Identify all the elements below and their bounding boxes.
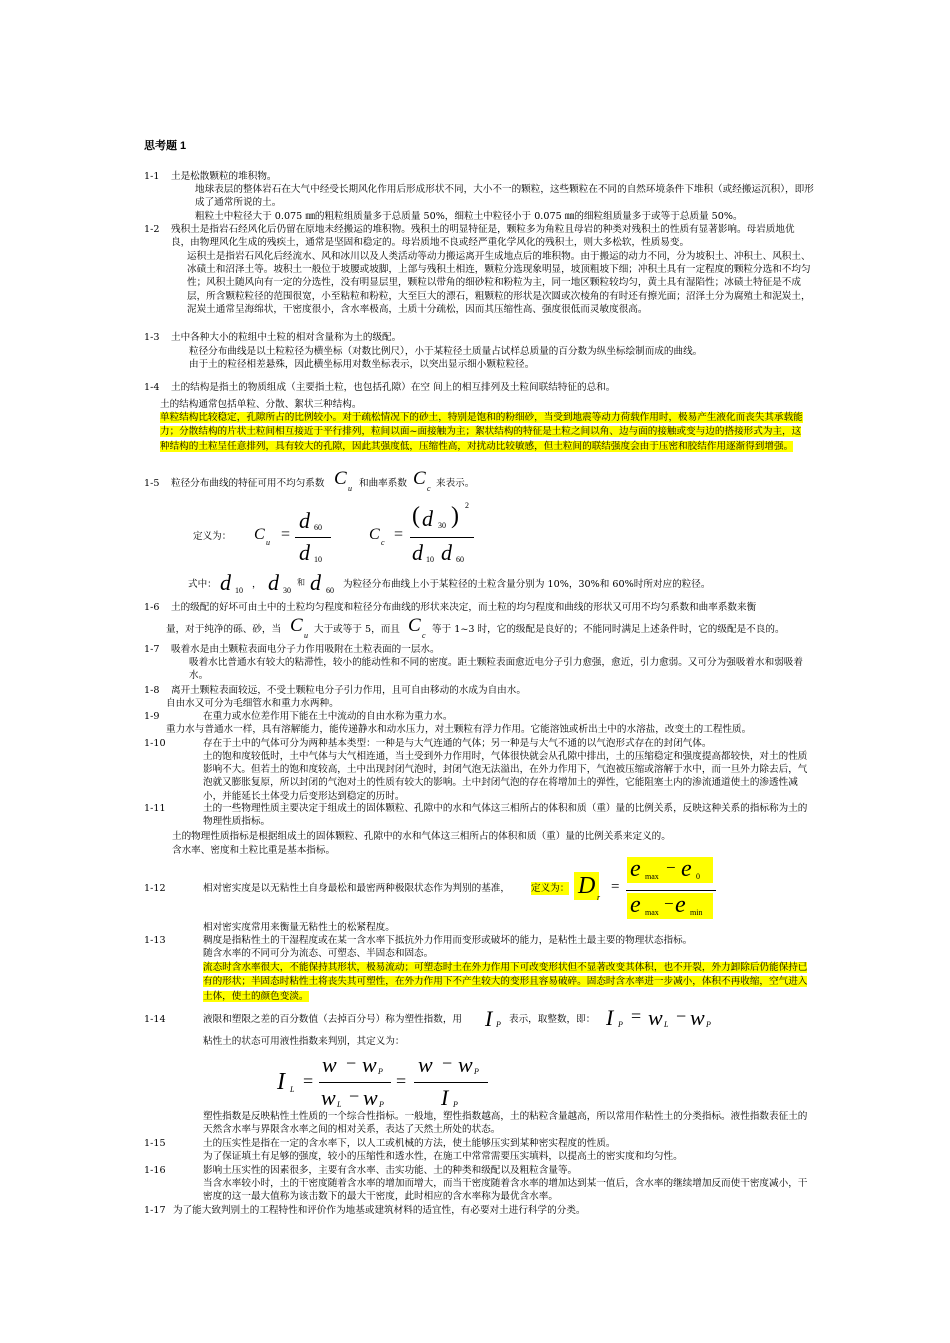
- paragraph: 等于 1~3 时，它的级配是良好的；不能同时满足上述条件时，它的级配是不良的。: [432, 624, 785, 635]
- symbol-c: C: [334, 468, 347, 489]
- q-text: 相对密实度是以无粘性土自身最松和最密两种极限状态作为判别的基准，: [203, 883, 510, 894]
- symbol-sub: r: [597, 893, 601, 902]
- q-number: 1-5: [144, 478, 160, 489]
- symbol-d: d: [310, 570, 321, 595]
- q-number: 1-6: [144, 602, 160, 613]
- symbol-sub: P: [496, 1020, 501, 1029]
- minus-sign: −: [676, 1006, 687, 1026]
- symbol-i: I: [606, 1005, 614, 1030]
- symbol-sub: L: [290, 1085, 295, 1094]
- q-text: 土是松散颗粒的堆积物。: [171, 171, 277, 182]
- symbol-sub: 10: [314, 555, 322, 564]
- paren: ): [451, 503, 459, 529]
- symbol-sub: P: [706, 1020, 711, 1029]
- q-number: 1-9: [144, 711, 160, 722]
- definition-label: 定义为：: [531, 883, 570, 894]
- symbol-sub: 60: [314, 523, 322, 532]
- formula-note: 式中：: [188, 579, 217, 590]
- q-text: 土的压实性是指在一定的含水率下，以人工或机械的方法，使土能够压实到某种密实程度的性质。: [203, 1138, 616, 1149]
- symbol-sub: max: [645, 872, 659, 881]
- symbol-d: d: [422, 506, 433, 531]
- symbol-w: w: [648, 1005, 663, 1030]
- q-text: 和曲率系数: [359, 478, 407, 489]
- q-text: 为了能大致判别土的工程特性和评价作为地基或建筑材料的适宜性，有必要对土进行科学的分类。: [173, 1205, 586, 1216]
- paragraph: 量，对于纯净的砾、砂，当: [166, 624, 282, 635]
- symbol-w: w: [458, 1052, 473, 1077]
- symbol-sub: 30: [438, 521, 446, 530]
- q-text: 存在于土中的气体可分为两种基本类型：一种是与大气连通的气体；另一种是与大气不通的以气泡形式存在的封闭气体。: [203, 738, 712, 749]
- symbol-dr: D: [574, 872, 599, 900]
- symbol-sub: u: [266, 538, 270, 547]
- symbol-sub: c: [422, 631, 426, 640]
- symbol-i: I: [441, 1085, 449, 1110]
- paragraph: 粒径分布曲线是以土粒粒径为横坐标（对数比例尺），小于某粒径土质量占试样总质量的百分数为纵坐标绘制而成的曲线。: [189, 346, 703, 357]
- paragraph: 含水率、密度和土粒比重是基本指标。: [172, 845, 336, 856]
- highlighted-paragraph: 单粒结构比较稳定，孔隙所占的比例较小。对于疏松情况下的砂土，特别是饱和的粉细砂，当受到地震等动力荷载作用时，极易产生液化而丧失其承载能力；分散结构的片状土粒间相互接近于平行排列，粒间以面~面接触为主；絮状结构的特征是土粒之间以角、边与面的接触或变与边的搭接形式为主，这种结构的土粒呈任意排列，具有较大的孔隙，因此其强度低，压缩性高，对扰动比较敏感，但土粒间的联结强度会由于压密和胶结作用逐渐得到增强。: [160, 412, 803, 452]
- symbol-sub: P: [453, 1100, 458, 1109]
- symbol-sub: 10: [426, 555, 434, 564]
- paragraph: 残积土是指岩石经风化后仍留在原地未经搬运的堆积物。残积土的明显特征是，颗粒多为角粒且母岩的种类对残积土的性质有显著影响。母岩质地优良，由物理风化生成的残疾土，通常是坚固和稳定的。母岩质地不良或经严重化学风化的残积土，则大多松软，性质易变。: [171, 224, 795, 249]
- paragraph: 土的结构通常包括单粒、分散、絮状三种结构。: [160, 399, 362, 410]
- q-number: 1-14: [144, 1014, 166, 1025]
- minus-sign: −: [349, 1086, 360, 1106]
- q-number: 1-10: [144, 738, 166, 749]
- q-text: 土中各种大小的粒组中土粒的相对含量称为土的级配。: [171, 332, 402, 343]
- q-number: 1-17: [144, 1205, 166, 1216]
- equals-sign: =: [394, 526, 404, 543]
- equals-sign: =: [611, 879, 620, 895]
- equals-sign: =: [396, 1071, 407, 1091]
- q-text: 稠度是指粘性土的干湿程度或在某一含水率下抵抗外力作用而变形或破坏的能力，是粘性土最主要的物理状态指标。: [203, 935, 693, 946]
- comma: ，: [252, 579, 262, 590]
- symbol-e: e: [675, 892, 686, 918]
- fraction-bar: [414, 1082, 488, 1083]
- paragraph: 塑性指数是反映粘性土性质的一个综合性指标。一般地，塑性指数越高，土的粘粒含量越高，所以常用作粘性土的分类指标。液性指数表征土的天然含水率与界限含水率之间的相对关系，表达了天然土所处的状态。: [203, 1111, 808, 1136]
- symbol-c: C: [254, 526, 265, 543]
- equals-sign: =: [281, 526, 291, 543]
- q-number: 1-3: [144, 332, 160, 343]
- fraction-bar: [626, 890, 716, 891]
- symbol-i: I: [485, 1006, 493, 1031]
- minus-sign: −: [442, 1053, 453, 1073]
- paragraph: 粗粒土中粒径大于 0.075 ㎜的粗粒组质量多于总质量 50%，细粒土中粒径小于 0.075 ㎜的细粒组质量多于或等于总质量 50%。: [195, 211, 743, 222]
- symbol-sub: 0: [696, 872, 700, 881]
- symbol-sub: L: [664, 1020, 669, 1029]
- symbol-sub: 60: [456, 555, 464, 564]
- paragraph: 随含水率的不同可分为流态、可塑态、半固态和固态。: [203, 948, 434, 959]
- fraction-bar: [295, 537, 331, 538]
- equals-sign: =: [631, 1006, 642, 1026]
- minus-sign: −: [666, 858, 676, 877]
- paragraph: 大于或等于 5，而且: [314, 624, 400, 635]
- symbol-sub: 10: [235, 586, 243, 595]
- q-number: 1-4: [144, 382, 160, 393]
- paragraph: 为了保证填土有足够的强度，较小的压缩性和透水性，在施工中常常需要压实填料，以提高土的密实度和均匀性。: [203, 1151, 683, 1162]
- symbol-sub: c: [427, 484, 431, 493]
- symbol-w: w: [363, 1085, 378, 1110]
- paren: (: [412, 503, 420, 529]
- symbol-sub: min: [690, 908, 703, 917]
- paragraph: 由于土的粒径相差悬殊，因此横坐标用对数坐标表示，以突出显示细小颗粒粒径。: [189, 359, 535, 370]
- symbol-c: C: [369, 526, 380, 543]
- q-number: 1-16: [144, 1165, 166, 1176]
- q-text: 粒径分布曲线的特征可用不均匀系数: [171, 478, 325, 489]
- q-number: 1-13: [144, 935, 166, 946]
- q-text: 吸着水是由土颗粒表面电分子力作用吸附在土粒表面的一层水。: [171, 644, 440, 655]
- q-text: 表示，取整数，即：: [509, 1014, 596, 1025]
- symbol-c: C: [408, 615, 421, 636]
- symbol-sub: 30: [283, 586, 291, 595]
- symbol-sub: P: [618, 1020, 623, 1029]
- q-text: 来表示。: [436, 478, 475, 489]
- symbol-sub: P: [378, 1067, 383, 1076]
- symbol-e: e: [630, 856, 641, 882]
- paragraph: 土的饱和度较低时，土中气体与大气相连通，当土受到外力作用时，气体很快就会从孔隙中排出，土的压缩稳定和强度提高都较快，对土的性质影响不大。但若土的饱和度较高，土中出现封闭气泡时，封闭气泡无法溢出，在外力作用下，气泡被压缩或溶解于水中，而一旦外力除去后，气泡就又膨胀复原，所以封闭的气泡对土的性质有较大的影响。土中封闭气泡的存在将增加土的弹性，它能阻塞土内的渗流通道使土的渗透性减小，并能延长土体受力后变形达到稳定的历时。: [203, 751, 808, 802]
- q-number: 1-7: [144, 644, 160, 655]
- symbol-d: d: [299, 508, 310, 533]
- q-number: 1-8: [144, 685, 160, 696]
- symbol-sub: L: [337, 1100, 342, 1109]
- formula-note: 为粒径分布曲线上小于某粒径的土粒含量分别为 10%，30%和 60%时所对应的粒径。: [343, 579, 711, 590]
- symbol-d: d: [441, 540, 452, 565]
- minus-sign: −: [346, 1053, 357, 1073]
- symbol-d: d: [299, 540, 310, 565]
- equals-sign: =: [303, 1071, 314, 1091]
- paragraph: 重力水与普通水一样，具有溶解能力，能传递静水和动水压力，对土颗粒有浮力作用。它能溶蚀或析出土中的水溶盐，改变土的工程性质。: [166, 724, 752, 735]
- minus-sign: −: [664, 894, 674, 913]
- paragraph: 吸着水比普通水有较大的粘滞性，较小的能动性和不同的密度。距土颗粒表面愈近电分子引力愈强，愈近，引力愈弱。又可分为强吸着水和弱吸着水。: [189, 657, 803, 682]
- symbol-sub: u: [348, 484, 352, 493]
- symbol-w: w: [690, 1005, 705, 1030]
- paragraph: 粘性土的状态可用液性指数来判别，其定义为：: [203, 1036, 405, 1047]
- symbol-w: w: [362, 1052, 377, 1077]
- symbol-i: I: [277, 1069, 285, 1095]
- symbol-d: d: [268, 570, 279, 595]
- fraction-bar: [410, 537, 474, 538]
- symbol-e: e: [681, 856, 692, 882]
- highlighted-paragraph: 流态时含水率很大，不能保持其形状，极易流动；可塑态时土在外力作用下可改变形状但不显著改变其体积，也不开裂，外力卸除后仍能保持已有的形状；半固态时粘性土将丧失其可塑性，在外力作用下不产生较大的变形且容易破碎。固态时含水率进一步减小，体积不再收缩，空气进入土体，使土的颜色变淡。: [203, 962, 808, 1002]
- symbol-e: e: [630, 892, 641, 918]
- symbol-sub: P: [474, 1067, 479, 1076]
- symbol-sub: P: [379, 1100, 384, 1109]
- symbol-sub: max: [645, 908, 659, 917]
- paragraph: 运积土是指岩石风化后经流水、风和冰川以及人类活动等动力搬运离开生成地点后的堆积物。由于搬运的动力不同，分为坡积土、冲积土、风积土、冰碛土和沼泽土等。坡积土一般位于坡腰或坡脚，上部与残积土相连，颗粒分选现象明显，坡顶粗坡下细；冲积土具有一定程度的颗粒分选和不均匀性；风积土随风向有一定的分选性，没有明显层里，颗粒以带角的细砂粒和粉粒为主，同一地区颗粒较均匀，黄土具有湿陷性；冰碛土特征是不成层，所含颗粒粒径的范围很宽，小至粘粒和粉粒，大至巨大的漂石，粗颗粒的形状是次圆或次棱角的有时还有擦光面；沼泽土分为腐殖土和泥炭土，泥炭土通常呈海绵状，干密度很小，含水率极高，土质十分疏松，因而其压缩性高、强度很低而灵敏度很高。: [187, 251, 811, 315]
- q-text: 土的一些物理性质主要决定于组成土的固体颗粒、孔隙中的水和气体这三相所占的体积和质（重）量的比例关系，反映这种关系的指标称为土的物理性质指标。: [203, 803, 808, 828]
- symbol-d: d: [412, 540, 423, 565]
- q-number: 1-1: [144, 171, 160, 182]
- q-text: 土的结构是指土的物质组成（主要指土粒，也包括孔隙）在空 间上的相互排列及土粒间联结特征的总和。: [171, 382, 616, 393]
- paragraph: 自由水又可分为毛细管水和重力水两种。: [166, 698, 339, 709]
- paragraph: 相对密实度常用来衡量无粘性土的松紧程度。: [203, 922, 395, 933]
- q-text: 在重力或水位差作用下能在土中流动的自由水称为重力水。: [203, 711, 453, 722]
- symbol-sub: u: [304, 631, 308, 640]
- symbol-sub: 60: [326, 586, 334, 595]
- paragraph: 土的物理性质指标是根据组成土的固体颗粒、孔隙中的水和气体这三相所占的体积和质（重）量的比例关系来定义的。: [172, 831, 671, 842]
- symbol-c: C: [413, 468, 426, 489]
- symbol-w: w: [321, 1085, 336, 1110]
- paragraph: 地球表层的整体岩石在大气中经受长期风化作用后形成形状不同，大小不一的颗粒，这些颗粒在不同的自然环境条件下堆积（或经搬运沉积），即形成了通常所说的土。: [195, 184, 814, 209]
- symbol-sub: c: [381, 538, 385, 547]
- paragraph: 当含水率较小时，土的干密度随着含水率的增加而增大，而当干密度随着含水率的增加达到某一值后，含水率的继续增加反而使干密度减小，干密度的这一最大值称为该击数下的最大干密度，此时相应的含水率称为最优含水率。: [203, 1178, 808, 1203]
- q-number: 1-12: [144, 883, 166, 894]
- q-text: 液限和塑限之差的百分数值（去掉百分号）称为塑性指数，用: [203, 1014, 463, 1025]
- q-number: 1-11: [144, 803, 166, 814]
- q-number: 1-15: [144, 1138, 166, 1149]
- fraction-bar: [319, 1082, 391, 1083]
- symbol-sup: 2: [465, 501, 469, 510]
- q-text: 离开土颗粒表面较远，不受土颗粒电分子引力作用，且可自由移动的水成为自由水。: [171, 685, 526, 696]
- symbol-d: d: [220, 570, 231, 595]
- definition-label: 定义为：: [193, 531, 232, 542]
- symbol-c: C: [290, 615, 303, 636]
- q-text: 土的级配的好坏可由土中的土粒均匀程度和粒径分布曲线的形状来决定，而土粒的均匀程度和曲线的形状又可用不均匀系数和曲率系数来衡: [171, 602, 757, 613]
- q-number: 1-2: [144, 224, 160, 235]
- formula-note: 和: [297, 578, 305, 587]
- symbol-w: w: [418, 1052, 433, 1077]
- symbol-w: w: [322, 1052, 337, 1077]
- page-title: 思考题 1: [144, 140, 187, 152]
- q-text: 影响土压实性的因素很多，主要有含水率、击实功能、土的种类和级配以及粗粒含量等。: [203, 1165, 578, 1176]
